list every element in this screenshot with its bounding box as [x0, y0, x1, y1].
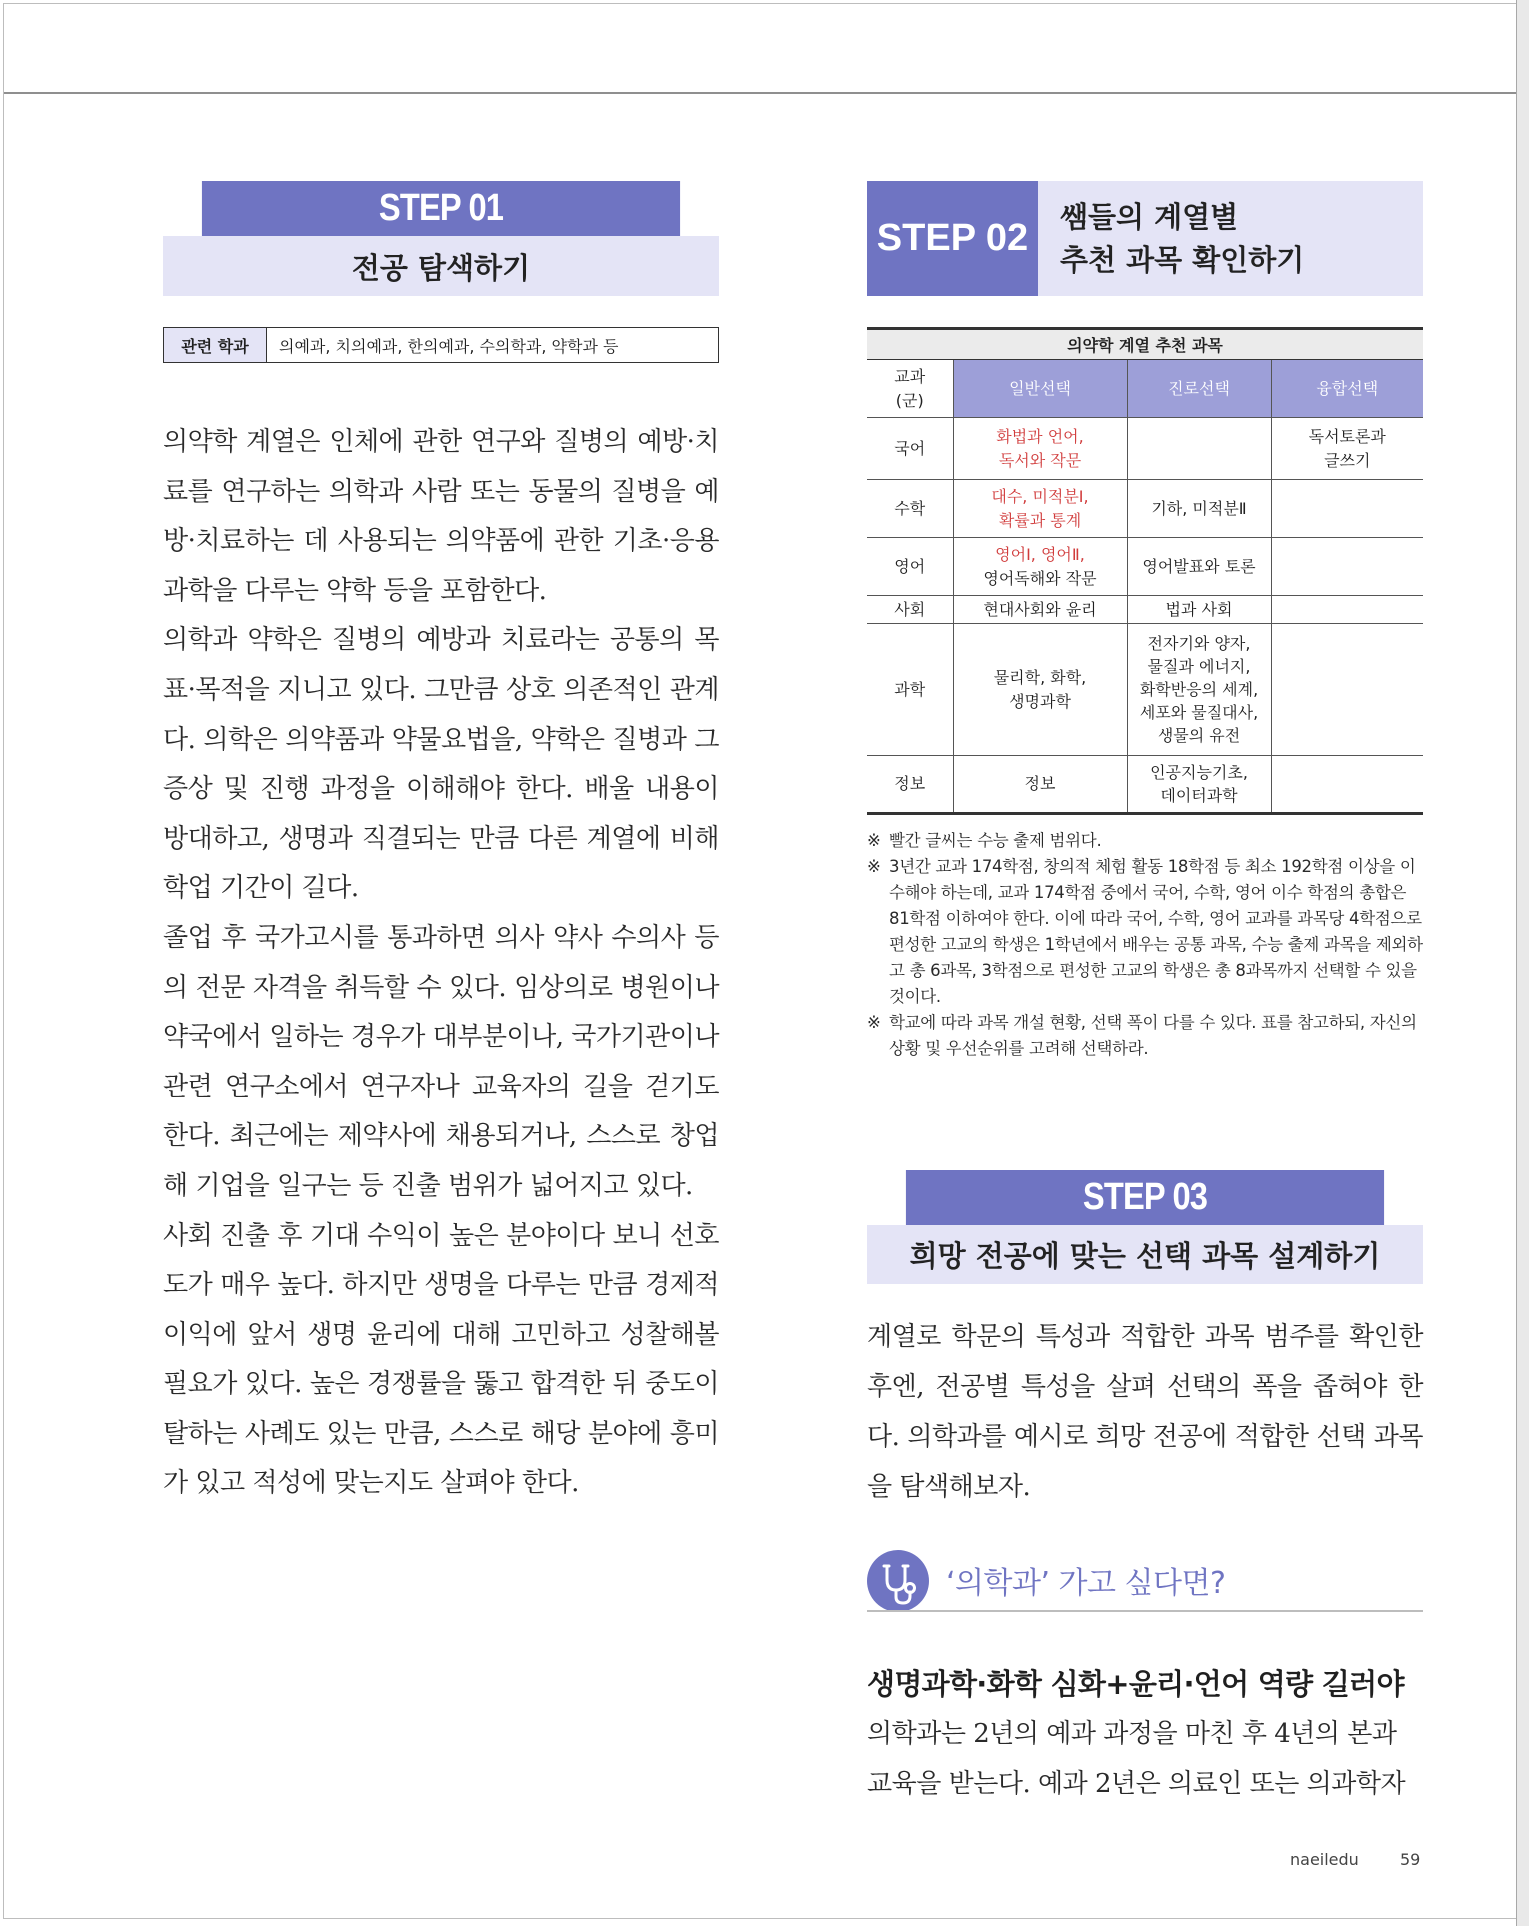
cell-line: 법과 사회: [1165, 599, 1233, 619]
cell-fusion: [1271, 624, 1423, 756]
related-label: 관련 학과: [164, 328, 267, 362]
cell-line: 화법과 언어,: [996, 427, 1084, 447]
table-row: [867, 756, 1423, 814]
table-row: [867, 596, 1423, 624]
cell-career: [1127, 756, 1271, 814]
cell-line: 세포와 물질대사,: [1139, 703, 1259, 723]
note-item: [867, 1010, 1427, 1062]
header-rule: [4, 92, 1516, 94]
cell-line: 영어발표와 토론: [1142, 556, 1256, 576]
cell-career: [1127, 624, 1271, 756]
step02-title-line2: 추천 과목 확인하기: [1060, 242, 1305, 277]
table-row: [867, 538, 1423, 596]
cell-line: 생물의 유전: [1157, 726, 1241, 746]
cell-subject: 정보: [867, 756, 953, 814]
step01-title: 전공 탐색하기: [163, 236, 719, 296]
cell-line: 독서토론과: [1308, 427, 1386, 447]
cell-general: [953, 624, 1127, 756]
cell-line: 대수, 미적분Ⅰ,: [991, 487, 1089, 507]
cell-fusion: [1271, 480, 1423, 538]
sub-heading: 생명과학·화학 심화+윤리·언어 역량 길러야: [867, 1667, 1404, 1701]
table-title: 의약학 계열 추천 과목: [867, 327, 1423, 360]
paragraph: 계열로 학문의 특성과 적합한 과목 범주를 확인한 후엔, 전공별 특성을 살펴 선택의 폭을 좁혀야 한다. 의학과를 예시로 희망 전공에 적합한 선택 과목을 탐색해보자.: [867, 1322, 1423, 1502]
cell-subject: 사회: [867, 596, 953, 624]
header-subject-group: 교과 (군): [867, 360, 953, 418]
step01-label: STEP 01: [202, 181, 680, 236]
right-body-text: [867, 1312, 1423, 1512]
footer-brand: naeiledu: [1290, 1850, 1359, 1869]
cell-general: [953, 480, 1127, 538]
cell-subject: 국어: [867, 418, 953, 480]
cell-line: 물리학, 화학,: [993, 668, 1087, 688]
cell-career: [1127, 480, 1271, 538]
cell-line: 확률과 통계: [998, 510, 1082, 530]
header-career: 진로선택: [1127, 360, 1271, 418]
cell-fusion: [1271, 418, 1423, 480]
header-fusion: 융합선택: [1271, 360, 1423, 418]
page-edge: [1516, 0, 1529, 1926]
note-item: [867, 854, 1427, 1010]
cell-line: 화학반응의 세계,: [1139, 679, 1259, 699]
cell-line: 정보: [1024, 774, 1056, 794]
cell-subject: 과학: [867, 624, 953, 756]
cell-line: 영어독해와 작문: [983, 568, 1097, 588]
right-body-text-2: [867, 1709, 1423, 1809]
step03-label: STEP 03: [906, 1170, 1384, 1225]
cell-career: [1127, 418, 1271, 480]
cell-line: 글쓰기: [1324, 450, 1371, 470]
cell-general: [953, 418, 1127, 480]
cell-line: 데이터과학: [1160, 786, 1238, 805]
note-item: [867, 828, 1427, 854]
medical-section-heading: [867, 1550, 1423, 1612]
related-departments: [163, 327, 719, 363]
left-body-text: [163, 418, 719, 1509]
cell-general: [953, 756, 1127, 814]
table: [867, 360, 1423, 815]
step02-title: [1038, 181, 1423, 296]
note-text: 빨간 글씨는 수능 출제 범위다.: [889, 831, 1102, 850]
paragraph: 의학과는 2년의 예과 과정을 마친 후 4년의 본과 교육을 받는다. 예과 2년은 의료인 또는 의과학자: [867, 1719, 1406, 1799]
paragraph: 사회 진출 후 기대 수익이 높은 분야이다 보니 선호도가 매우 높다. 하지만 생명을 다루는 만큼 경제적 이익에 앞서 생명 윤리에 대해 고민하고 성찰해볼 필요가 있다. 높은 경쟁률을 뚫고 합격한 뒤 중도이탈하는 사례도 있는 만큼, 스스로 해당 분야에 흥미가 있고 적성에 맞는지도 살펴야 한다.: [163, 1220, 719, 1499]
cell-line: 인공지능기초,: [1150, 762, 1248, 782]
step03-banner: [867, 1170, 1423, 1284]
cell-line: 전자기와 양자,: [1147, 633, 1251, 653]
stethoscope-icon: [867, 1550, 929, 1612]
cell-line: 독서와 작문: [998, 450, 1082, 470]
cell-career: [1127, 538, 1271, 596]
table-row: [867, 418, 1423, 480]
cell-fusion: [1271, 538, 1423, 596]
step02-banner: [867, 181, 1423, 296]
step01-banner: [163, 181, 719, 296]
cell-line: 생명과학: [1009, 691, 1071, 711]
cell-line: 영어Ⅰ, 영어Ⅱ,: [995, 545, 1085, 565]
cell-line: 기하, 미적분Ⅱ: [1151, 498, 1247, 518]
recommendation-table: [867, 327, 1423, 815]
note-mark: ※: [867, 831, 881, 850]
paragraph: 졸업 후 국가고시를 통과하면 의사 약사 수의사 등의 전문 자격을 취득할 수 있다. 임상의로 병원이나 약국에서 일하는 경우가 대부분이나, 국가기관이나 관련 연구소에서 연구자나 교육자의 길을 걷기도 한다. 최근에는 제약사에 채용되거나, 스스로 창업해 기업을 일구는 등 진출 범위가 넓어지고 있다.: [163, 922, 719, 1201]
note-mark: ※: [867, 857, 881, 876]
cell-career: [1127, 596, 1271, 624]
cell-line: 물질과 에너지,: [1147, 656, 1251, 676]
table-notes: [867, 828, 1427, 1062]
page-number: 59: [1400, 1850, 1421, 1869]
cell-general: [953, 596, 1127, 624]
header-general: 일반선택: [953, 360, 1127, 418]
cell-subject: 수학: [867, 480, 953, 538]
note-mark: ※: [867, 1013, 881, 1032]
medical-section-title: ‘의학과’ 가고 싶다면?: [946, 1566, 1226, 1601]
note-text: 3년간 교과 174학점, 창의적 체험 활동 18학점 등 최소 192학점 이상을 이수해야 하는데, 교과 174학점 중에서 국어, 수학, 영어 이수 학점의 총합은 81학점 이하여야 한다. 이에 따라 국어, 수학, 영어 교과를 과목당 4학점으로 편성한 고교의 학생은 1학년에서 배우는 공통 과목, 수능 출제 과목을 제외하고 총 6과목, 3학점으로 편성한 고교의 학생은 총 8과목까지 선택할 수 있을 것이다.: [889, 857, 1423, 1006]
cell-line: 현대사회와 윤리: [983, 599, 1097, 619]
cell-general: [953, 538, 1127, 596]
cell-fusion: [1271, 596, 1423, 624]
cell-fusion: [1271, 756, 1423, 814]
step03-title: 희망 전공에 맞는 선택 과목 설계하기: [867, 1225, 1423, 1284]
table-row: [867, 480, 1423, 538]
cell-subject: 영어: [867, 538, 953, 596]
table-row: [867, 624, 1423, 756]
related-value: 의예과, 치의예과, 한의예과, 수의학과, 약학과 등: [279, 336, 619, 356]
paragraph: 의약학 계열은 인체에 관한 연구와 질병의 예방·치료를 연구하는 의학과 사람 또는 동물의 질병을 예방·치료하는 데 사용되는 의약품에 관한 기초·응용과학을 다루는 약학 등을 포함한다.: [163, 427, 719, 606]
table-header-row: [867, 360, 1423, 418]
step02-label: STEP 02: [867, 181, 1038, 296]
paragraph: 의학과 약학은 질병의 예방과 치료라는 공통의 목표·목적을 지니고 있다. 그만큼 상호 의존적인 관계다. 의학은 의약품과 약물요법을, 약학은 질병과 그 증상 및 진행 과정을 이해해야 한다. 배울 내용이 방대하고, 생명과 직결되는 만큼 다른 계열에 비해 학업 기간이 길다.: [163, 625, 719, 904]
note-text: 학교에 따라 과목 개설 현황, 선택 폭이 다를 수 있다. 표를 참고하되, 자신의 상황 및 우선순위를 고려해 선택하라.: [889, 1013, 1417, 1058]
step02-title-line1: 쌤들의 계열별: [1060, 200, 1239, 235]
